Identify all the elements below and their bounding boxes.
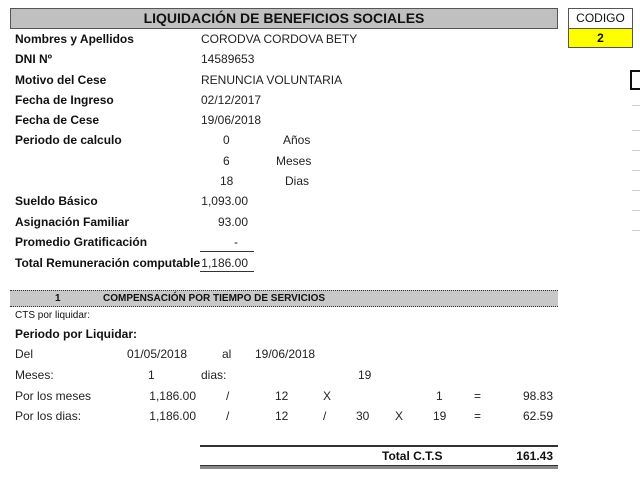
name-label: Nombres y Apellidos	[15, 32, 134, 46]
asignacion-label: Asignación Familiar	[15, 215, 130, 229]
double-underline	[200, 465, 558, 469]
asignacion-value: 93.00	[217, 215, 248, 229]
section-number: 1	[55, 293, 61, 304]
anos-value: 0	[223, 133, 230, 147]
sueldo-label: Sueldo Básico	[15, 194, 98, 208]
anos-label: Años	[283, 133, 311, 147]
cts-section-header	[10, 290, 558, 307]
page-title: LIQUIDACIÓN DE BENEFICIOS SOCIALES	[10, 8, 558, 29]
divide-op: /	[323, 409, 327, 423]
dni-label: DNI Nº	[15, 52, 53, 66]
periodo-label: Periodo de calculo	[15, 133, 122, 147]
divider	[632, 230, 640, 231]
codigo-input[interactable]: 2	[568, 28, 633, 48]
ingreso-label: Fecha de Ingreso	[15, 93, 114, 107]
al-label: al	[222, 347, 232, 361]
del-label: Del	[15, 347, 34, 361]
sueldo-value: 1,093.00	[201, 194, 248, 208]
meses-value: 6	[223, 154, 230, 168]
ingreso-value: 02/12/2017	[201, 93, 262, 107]
meses-label: Meses:	[15, 368, 54, 382]
por-dias-div2: 30	[356, 409, 370, 423]
total-cts-value: 161.43	[516, 449, 553, 463]
cts-por-liquidar: CTS por liquidar:	[15, 310, 91, 321]
por-meses-mult: 1	[436, 389, 443, 403]
al-value: 19/06/2018	[255, 347, 316, 361]
por-meses-label: Por los meses	[15, 389, 92, 403]
divide-op: /	[226, 389, 230, 403]
divider	[632, 210, 640, 211]
por-dias-mult: 19	[433, 409, 447, 423]
dni-value: 14589653	[201, 52, 255, 66]
meses-label: Meses	[276, 154, 312, 168]
total-rem-label: Total Remuneración computable	[15, 256, 201, 270]
divider	[200, 251, 254, 252]
multiply-op: X	[395, 409, 404, 423]
por-dias-div: 12	[275, 409, 289, 423]
codigo-label: CODIGO	[568, 8, 633, 29]
meses-value: 1	[148, 368, 155, 382]
name-value: CORODVA CORDOVA BETY	[201, 32, 358, 46]
cese-label: Fecha de Cese	[15, 113, 100, 127]
total-cts-label: Total C.T.S	[382, 449, 443, 463]
periodo-liquidar-label: Periodo por Liquidar:	[15, 327, 137, 341]
por-dias-result: 62.59	[522, 409, 553, 423]
divider	[200, 271, 254, 272]
por-dias-label: Por los dias:	[15, 409, 82, 423]
divide-op: /	[226, 409, 230, 423]
gratificacion-value: -	[234, 235, 238, 249]
total-rem-value: 1,186.00	[201, 256, 248, 270]
dias-label: Dias	[285, 174, 310, 188]
multiply-op: X	[323, 389, 332, 403]
por-meses-result: 98.83	[522, 389, 553, 403]
motivo-label: Motivo del Cese	[15, 73, 107, 87]
divider	[632, 150, 640, 151]
dias-label: dias:	[201, 368, 227, 382]
equals-op: =	[474, 389, 482, 403]
por-meses-base: 1,186.00	[149, 389, 196, 403]
por-meses-div: 12	[275, 389, 289, 403]
divider	[632, 170, 640, 171]
divider	[200, 445, 558, 447]
divider	[632, 130, 640, 131]
motivo-value: RENUNCIA VOLUNTARIA	[201, 73, 343, 87]
equals-op: =	[474, 409, 482, 423]
dias-value: 18	[220, 174, 234, 188]
cese-value: 19/06/2018	[201, 113, 262, 127]
section-title: COMPENSACIÓN POR TIEMPO DE SERVICIOS	[103, 293, 326, 304]
gratificacion-label: Promedio Gratificación	[15, 235, 148, 249]
por-dias-base: 1,186.00	[149, 409, 196, 423]
dias-value: 19	[358, 368, 372, 382]
divider	[632, 190, 640, 191]
divider	[632, 105, 640, 106]
del-value: 01/05/2018	[127, 347, 188, 361]
partial-box	[630, 70, 640, 90]
